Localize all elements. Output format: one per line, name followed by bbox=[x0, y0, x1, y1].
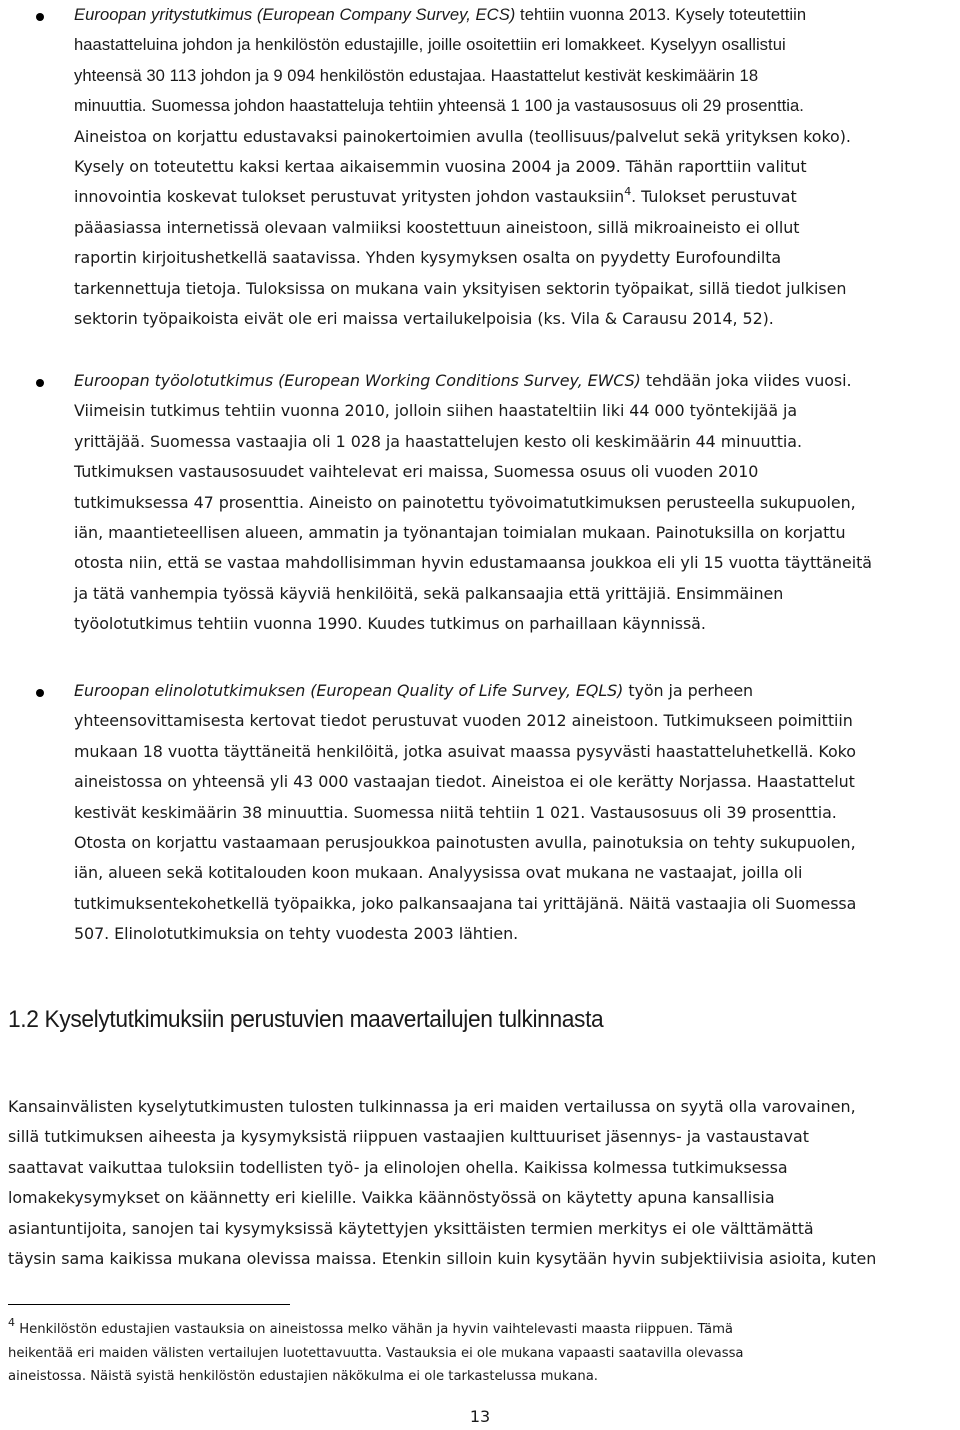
bullet-marker bbox=[36, 379, 44, 387]
text-line: Viimeisin tutkimus tehtiin vuonna 2010, jolloin siihen haastateltiin liki 44 000 työntekijää ja bbox=[74, 401, 798, 421]
text-line: tarkennettuja tietoja. Tuloksissa on mukana vain yksityisen sektorin työpaikat, sillä tiedot julkisen bbox=[74, 278, 847, 298]
text-line: kestivät keskimäärin 38 minuuttia. Suomessa niitä tehtiin 1 021. Vastausosuus oli 39 prosenttia. bbox=[74, 802, 837, 822]
text-line: Tutkimuksen vastausosuudet vaihtelevat eri maissa, Suomessa osuus oli vuoden 2010 bbox=[74, 462, 759, 482]
text-line: minuuttia. Suomessa johdon haastatteluja tehtiin yhteensä 1 100 ja vastausosuus oli 29 prosenttia. bbox=[74, 96, 804, 116]
text-line: innovointia koskevat tulokset perustuvat yritysten johdon vastauksiin$^4$. Tulokset perustuvat bbox=[74, 185, 797, 207]
text-line: lomakekysymykset on käännetty eri kielille. Vaikka käännöstyössä on käytetty apuna kansallisia bbox=[8, 1188, 775, 1208]
text-line: Kysely on toteutettu kaksi kertaa aikaisemmin vuosina 2004 ja 2009. Tähän raporttiin valitut bbox=[74, 156, 807, 176]
text-line: asiantuntijoita, sanojen tai kysymyksissä käytettyjen yksittäisten termien merkitys ei ole välttämättä bbox=[8, 1218, 814, 1238]
text-line: haastatteluina johdon ja henkilöstön edustajille, joille osoitettiin eri lomakkeet. Kyselyyn osallistui bbox=[74, 35, 786, 55]
text-line: sektorin työpaikoista eivät ole eri maissa vertailukelpoisia (ks. Vila & Carausu 2014, 52). bbox=[74, 308, 774, 328]
text-line: Euroopan työolotutkimus (European Working Conditions Survey, EWCS) tehdään joka viides vuosi. bbox=[74, 371, 852, 390]
text-line: työolotutkimus tehtiin vuonna 1990. Kuudes tutkimus on parhaillaan käynnissä. bbox=[74, 614, 706, 634]
bullet-marker bbox=[36, 13, 44, 21]
text-line: Euroopan elinolotutkimuksen (European Quality of Life Survey, EQLS) työn ja perheen bbox=[74, 681, 754, 700]
text-line: heikentää eri maiden välisten vertailujen luotettavuutta. Vastauksia ei ole mukana vapaasti saatavilla olevassa bbox=[8, 1345, 744, 1361]
text-line: täysin sama kaikissa mukana olevissa maissa. Etenkin silloin kuin kysytään hyvin subjektiivisia asioita, kuten bbox=[8, 1248, 877, 1268]
text-line: raportin kirjoitushetkellä saatavissa. Yhden kysymyksen osalta on pyydetty Eurofoundilta bbox=[74, 248, 782, 268]
text-line: saattavat vaikuttaa tuloksiin todellisten työ- ja elinolojen ohella. Kaikissa kolmessa tutkimuksessa bbox=[8, 1157, 788, 1177]
survey-title: Euroopan työolotutkimus (European Working Conditions Survey, EWCS) bbox=[74, 371, 641, 390]
footnote bbox=[8, 1318, 958, 1389]
body-paragraph bbox=[8, 1092, 958, 1274]
text-line: Otosta on korjattu vastaamaan perusjoukkoa painotusten avulla, painotuksia on tehty sukupuolen, bbox=[74, 832, 856, 852]
text-line: $^4$ Henkilöstön edustajien vastauksia on aineistossa melko vähän ja hyvin vaihtelevasti maasta riippuen. Tämä bbox=[8, 1316, 734, 1337]
footnote-ref[interactable]: 4 bbox=[624, 185, 632, 199]
text-line: yhteensä 30 113 johdon ja 9 094 henkilöstön edustajaa. Haastattelut kestivät keskimäärin 18 bbox=[74, 65, 759, 85]
bullet-marker bbox=[36, 689, 44, 697]
text-line: Kansainvälisten kyselytutkimusten tulosten tulkinnassa ja eri maiden vertailussa on syytä olla varovainen, bbox=[8, 1097, 856, 1116]
text-line: 507. Elinolotutkimuksia on tehty vuodesta 2003 lähtien. bbox=[74, 924, 519, 944]
text-line: ja tätä vanhempia työssä käyviä henkilöitä, sekä palkansaajia että yrittäjiä. Ensimmäinen bbox=[74, 583, 784, 603]
text-line: mukaan 18 vuotta täyttäneitä henkilöitä, jotka asuivat maassa pysyvästi haastatteluhetkellä. Koko bbox=[74, 741, 856, 761]
footnote-marker: 4 bbox=[8, 1316, 15, 1329]
survey-title: Euroopan yritystutkimus (European Company Survey, ECS) bbox=[74, 5, 516, 24]
footnote-separator bbox=[8, 1304, 290, 1305]
text-line: aineistossa on yhteensä yli 43 000 vastaajan tiedot. Aineistoa ei ole kerätty Norjassa. Haastattelut bbox=[74, 772, 855, 792]
survey-title: Euroopan elinolotutkimuksen (European Quality of Life Survey, EQLS) bbox=[74, 681, 624, 700]
text-line: iän, alueen sekä kotitalouden koon mukaan. Analyysissa ovat mukana ne vastaajat, joilla oli bbox=[74, 863, 803, 883]
page-number: 13 bbox=[469, 1407, 491, 1426]
text-line: aineistossa. Näistä syistä henkilöstön edustajien näkökulma ei ole tarkastelussa mukana. bbox=[8, 1369, 598, 1384]
text-line: yhteensovittamisesta kertovat tiedot perustuvat vuoden 2012 aineistoon. Tutkimukseen poimittiin bbox=[74, 711, 853, 731]
text-line: Aineistoa on korjattu edustavaksi painokertoimien avulla (teollisuus/palvelut sekä yrityksen koko). bbox=[74, 126, 851, 146]
text-line: iän, maantieteellisen alueen, ammatin ja työnantajan toimialan mukaan. Painotuksilla on korjattu bbox=[74, 522, 846, 542]
text-line: otosta niin, että se vastaa mahdollisimman hyvin edustamaansa joukkoa eli yli 15 vuotta täyttäneitä bbox=[74, 553, 872, 573]
text-line: sillä tutkimuksen aiheesta ja kysymyksistä riippuen vastaajien kulttuuriset jäsennys- ja vastaustavat bbox=[8, 1127, 810, 1147]
text-line: pääasiassa internetissä olevaan valmiiksi koostettuun aineistoon, sillä mikroaineisto ei ollut bbox=[74, 217, 800, 237]
text-line: Euroopan yritystutkimus (European Company Survey, ECS) tehtiin vuonna 2013. Kysely toteutettiin bbox=[74, 5, 807, 24]
text-line: yrittäjää. Suomessa vastaajia oli 1 028 ja haastattelujen kesto oli keskimäärin 44 minuuttia. bbox=[74, 431, 802, 451]
text-line: tutkimuksentekohetkellä työpaikka, joko palkansaajana tai yrittäjänä. Näitä vastaajia oli Suomessa bbox=[74, 893, 857, 913]
text-line: tutkimuksessa 47 prosenttia. Aineisto on painotettu työvoimatutkimuksen perusteella sukupuolen, bbox=[74, 492, 856, 512]
section-heading: 1.2 Kyselytutkimuksiin perustuvien maavertailujen tulkinnasta bbox=[8, 1006, 604, 1033]
